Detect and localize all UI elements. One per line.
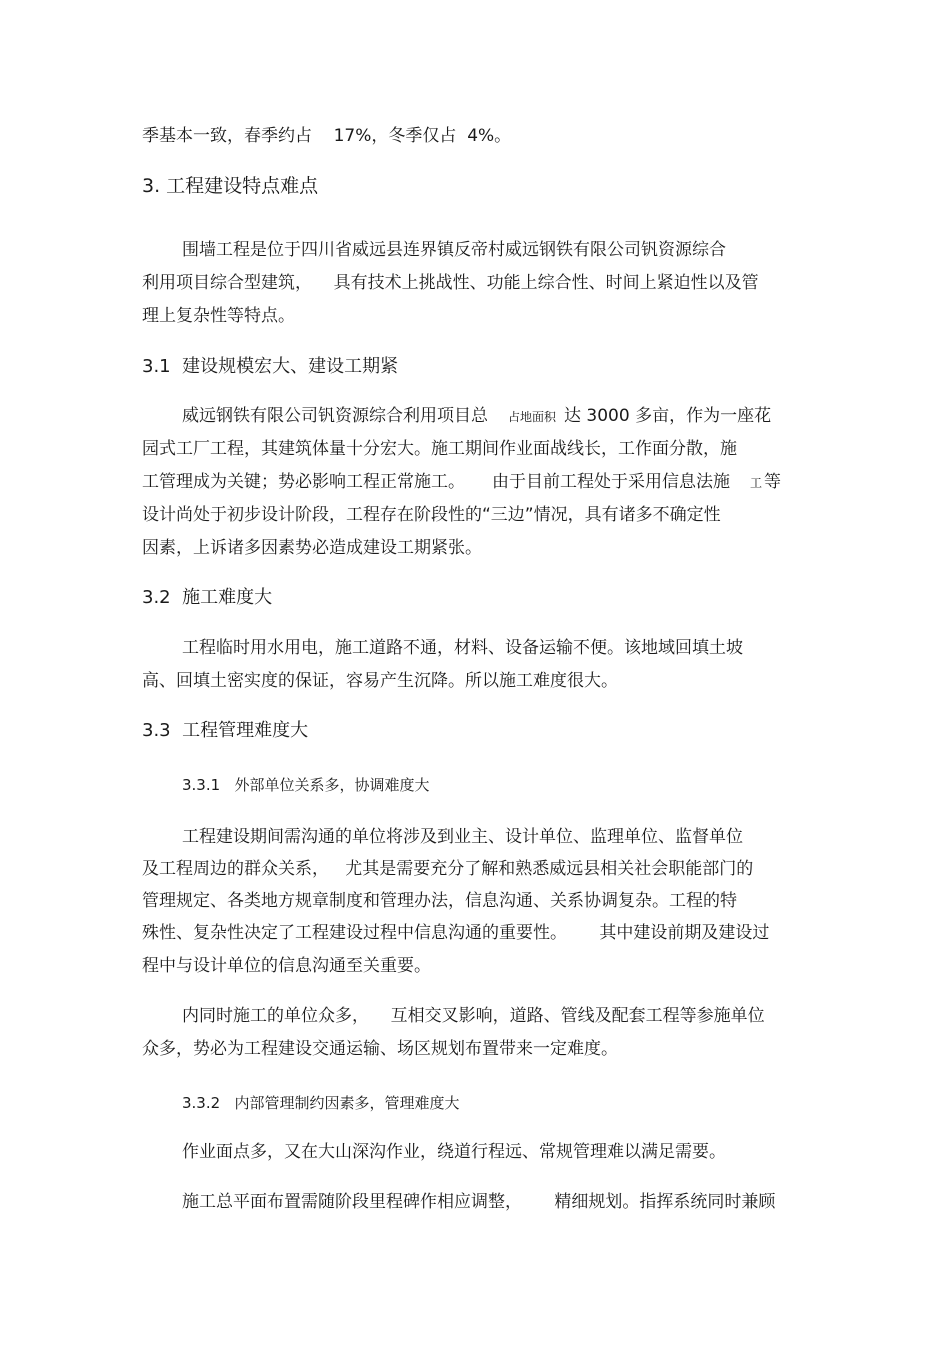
intro-line: 季基本一致，春季约占 17%，冬季仅占 4%。 — [142, 126, 512, 146]
section-3-1-text: 达 3000 多亩，作为一座花 — [564, 406, 772, 426]
section-3-3-1-line: 程中与设计单位的信息沟通至关重要。 — [142, 956, 431, 976]
section-3-1-line — [142, 471, 781, 494]
section-3-3-1-heading: 3.3.1 外部单位关系多，协调难度大 — [182, 776, 430, 794]
section-3-1-text: 威远钢铁有限公司钒资源综合利用项目总 — [182, 406, 488, 426]
section-3-3-1-line: 工程建设期间需沟通的单位将涉及到业主、设计单位、监理单位、监督单位 — [182, 827, 743, 847]
section-3-3-1-line: 殊性、复杂性决定了工程建设过程中信息沟通的重要性。 其中建设前期及建设过 — [142, 923, 770, 943]
section-3-1-text: 等 — [764, 472, 782, 492]
section-3-2-line: 高、回填土密实度的保证，容易产生沉降。所以施工难度很大。 — [142, 671, 618, 691]
section-3-3-2-line: 作业面点多，又在大山深沟作业，绕道行程远、常规管理难以满足需要。 — [182, 1142, 726, 1162]
section-3-heading: 3. 工程建设特点难点 — [142, 175, 319, 197]
section-3-2-line: 工程临时用水用电，施工道路不通，材料、设备运输不便。该地域回填土坡 — [182, 638, 743, 658]
section-3-1-small-text: 占地面积 — [508, 410, 557, 424]
section-3-3-2-heading: 3.3.2 内部管理制约因素多，管理难度大 — [182, 1094, 460, 1112]
section-3-1-line: 园式工厂工程，其建筑体量十分宏大。施工期间作业面战线长，工作面分散，施 — [142, 439, 737, 459]
section-3-1-small-text: 工 — [750, 476, 763, 490]
section-3-1-line: 设计尚处于初步设计阶段，工程存在阶段性的“三边”情况，具有诸多不确定性 — [142, 505, 721, 525]
section-3-3-1-line: 众多，势必为工程建设交通运输、场区规划布置带来一定难度。 — [142, 1039, 618, 1059]
section-3-2-heading: 3.2 施工难度大 — [142, 587, 273, 608]
section-3-3-1-line: 内同时施工的单位众多， 互相交叉影响，道路、管线及配套工程等参施单位 — [182, 1006, 765, 1026]
section-3-1-heading: 3.1 建设规模宏大、建设工期紧 — [142, 356, 399, 377]
section-3-3-1-line: 及工程周边的群众关系， 尤其是需要充分了解和熟悉威远县相关社会职能部门的 — [142, 859, 754, 879]
section-3-para-line: 围墙工程是位于四川省威远县连界镇反帝村威远钢铁有限公司钒资源综合 — [182, 240, 726, 260]
section-3-1-text: 工管理成为关键；势必影响工程正常施工。 由于目前工程处于采用信息法施 — [142, 472, 731, 492]
section-3-1-line: 因素，上诉诸多因素势必造成建设工期紧张。 — [142, 538, 482, 558]
section-3-para-line: 理上复杂性等特点。 — [142, 306, 295, 326]
section-3-3-heading: 3.3 工程管理难度大 — [142, 720, 309, 741]
section-3-para-line: 利用项目综合型建筑， 具有技术上挑战性、功能上综合性、时间上紧迫性以及管 — [142, 273, 759, 293]
section-3-3-2-line: 施工总平面布置需随阶段里程碑作相应调整， 精细规划。指挥系统同时兼顾 — [182, 1192, 776, 1212]
section-3-1-line — [182, 405, 771, 428]
section-3-3-1-line: 管理规定、各类地方规章制度和管理办法，信息沟通、关系协调复杂。工程的特 — [142, 891, 737, 911]
